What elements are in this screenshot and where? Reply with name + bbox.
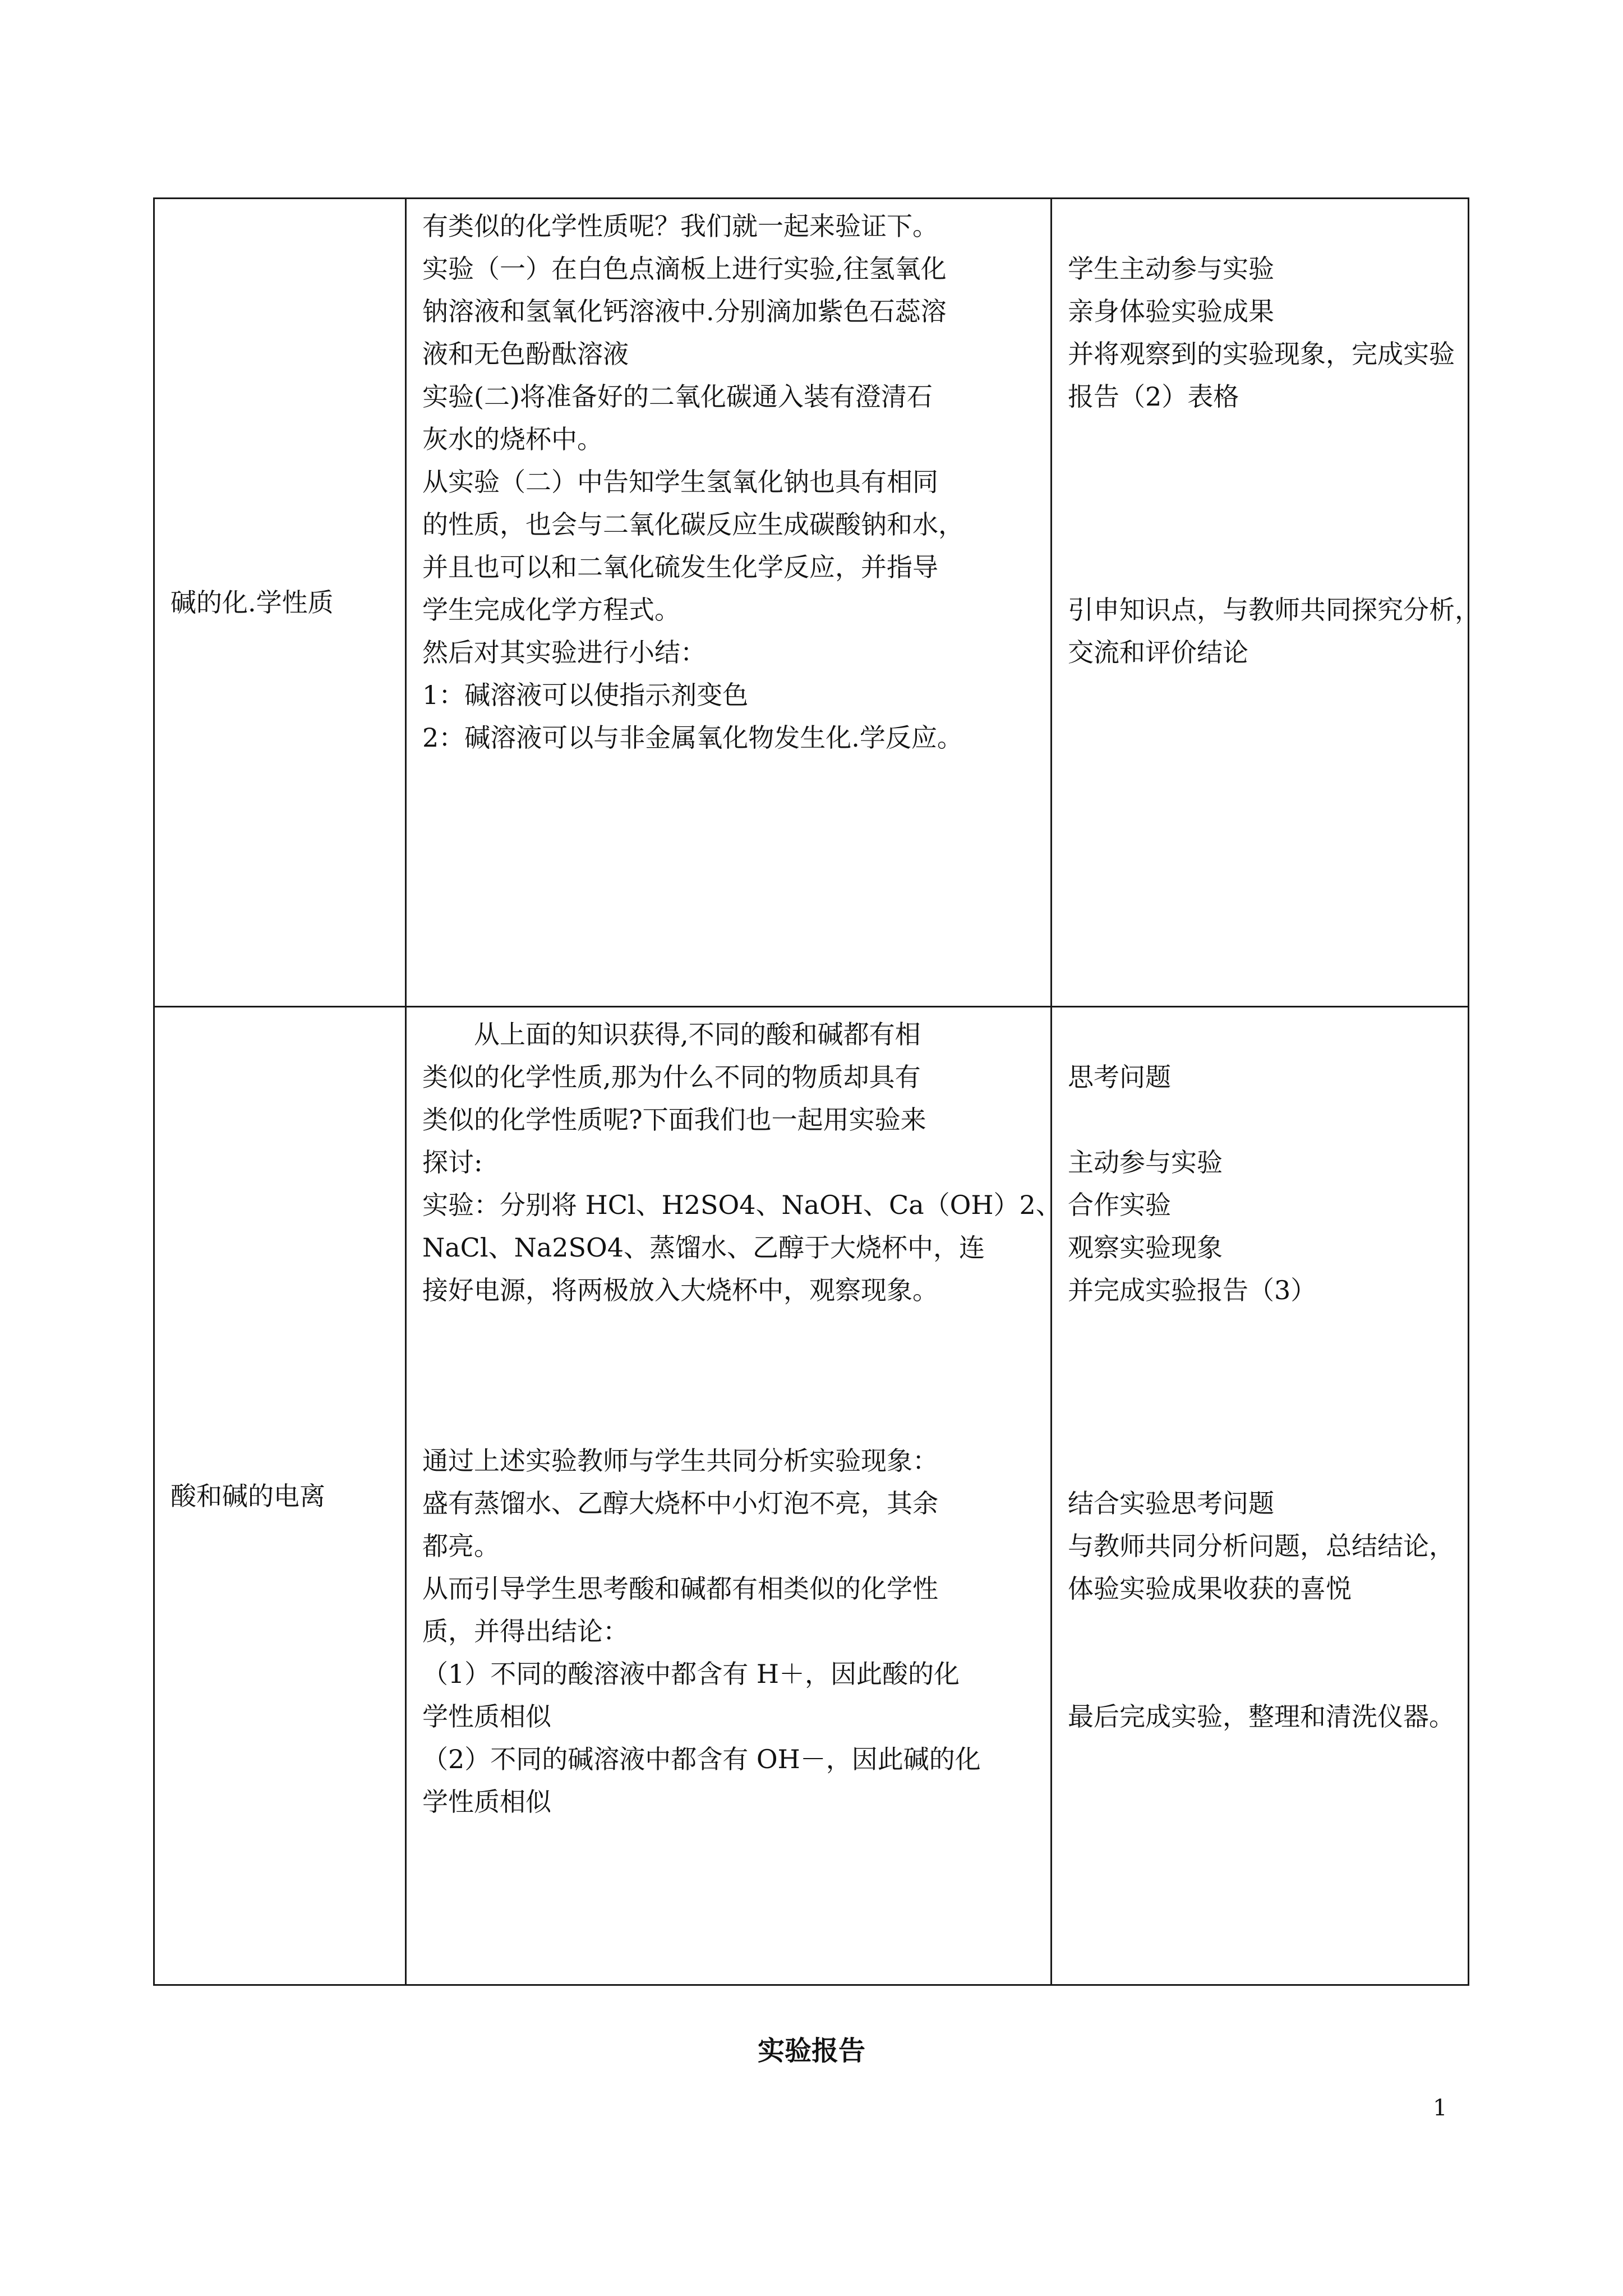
text-line: 学生完成化学方程式。 [422, 595, 680, 625]
text-line: 从实验（二）中告知学生氢氧化钠也具有相同 [422, 467, 938, 497]
student-activity-cell [1052, 199, 1481, 1007]
text-line: 实验：分别将 HCl、H2SO4、NaOH、Ca（OH）2、 [422, 1190, 1062, 1220]
text-line: 实验（一）在白色点滴板上进行实验,往氢氧化 [422, 254, 947, 284]
text-line: 接好电源，将两极放入大烧杯中，观察现象。 [422, 1275, 938, 1305]
spacer [1068, 1098, 1456, 1141]
spacer [1068, 1013, 1456, 1056]
text-line: 亲身体验实验成果 [1068, 296, 1274, 326]
text-line: 实验(二)将准备好的二氧化碳通入装有澄清石 [422, 381, 933, 412]
table-row [154, 199, 1469, 1007]
spacer [1068, 418, 1456, 588]
text-line: 合作实验 [1068, 1190, 1171, 1220]
table-row [154, 1007, 1469, 1985]
text-line: 交流和评价结论 [1068, 637, 1248, 668]
student-activity-cell [1052, 1007, 1469, 1985]
text-line: 学性质相似 [422, 1787, 551, 1817]
spacer [1068, 205, 1456, 247]
text-line: 从而引导学生思考酸和碱都有相类似的化学性 [422, 1573, 938, 1604]
text-line: 液和无色酚酞溶液 [422, 339, 629, 369]
text-line: 灰水的烧杯中。 [422, 424, 603, 454]
text-line: 并且也可以和二氧化硫发生化学反应，并指导 [422, 552, 938, 582]
text-line: 探讨: [422, 1147, 483, 1177]
teacher-activity-cell [406, 1007, 1062, 1985]
text-line: 都亮。 [422, 1531, 500, 1561]
text-line: 钠溶液和氢氧化钙溶液中.分别滴加紫色石蕊溶 [422, 296, 947, 326]
text-line: 1：碱溶液可以使指示剂变色 [422, 680, 749, 710]
text-line: 结合实验思考问题 [1068, 1488, 1274, 1519]
page-number: 1 [1433, 2095, 1447, 2121]
topic-cell [154, 1007, 406, 1985]
text-line: 最后完成实验，整理和清洗仪器。 [1068, 1701, 1455, 1732]
spacer [422, 1312, 1035, 1439]
text-line: 有类似的化学性质呢？我们就一起来验证下。 [422, 211, 938, 241]
text-line: 引申知识点，与教师共同探究分析， [1068, 595, 1481, 625]
lesson-plan-table [153, 197, 1481, 1986]
text-line: 类似的化学性质,那为什么不同的物质却具有 [422, 1062, 921, 1092]
topic-label: 酸和碱的电离 [170, 1480, 325, 1511]
text-line: 质，并得出结论： [422, 1616, 629, 1646]
text-line: （1）不同的酸溶液中都含有 H＋，因此酸的化 [422, 1659, 960, 1689]
text-line: 盛有蒸馏水、乙醇大烧杯中小灯泡不亮，其余 [422, 1488, 938, 1519]
text-line: 类似的化学性质呢?下面我们也一起用实验来 [422, 1105, 926, 1135]
text-line: 体验实验成果收获的喜悦 [1068, 1573, 1352, 1604]
text-line: 并完成实验报告（3） [1068, 1275, 1317, 1305]
text-line: 从上面的知识获得,不同的酸和碱都有相 [474, 1019, 921, 1050]
text-line: NaCl、Na2SO4、蒸馏水、乙醇于大烧杯中，连 [422, 1232, 985, 1263]
text-line: 然后对其实验进行小结： [422, 637, 706, 668]
teacher-activity-cell [406, 199, 1052, 1007]
text-line: 的性质，也会与二氧化碳反应生成碳酸钠和水， [422, 509, 964, 540]
text-line: 并将观察到的实验现象，完成实验 [1068, 339, 1455, 369]
text-line: 观察实验现象 [1068, 1232, 1223, 1263]
text-line: 通过上述实验教师与学生共同分析实验现象： [422, 1446, 938, 1476]
text-line: 主动参与实验 [1068, 1147, 1223, 1177]
text-line: 思考问题 [1068, 1062, 1171, 1092]
text-line: 2：碱溶液可以与非金属氧化物发生化.学反应。 [422, 723, 963, 753]
text-line: 学生主动参与实验 [1068, 254, 1274, 284]
text-line: 报告（2）表格 [1068, 381, 1239, 412]
report-title: 实验报告 [757, 2035, 865, 2067]
spacer [1068, 1312, 1456, 1482]
text-line: 学性质相似 [422, 1701, 551, 1732]
topic-label: 碱的化.学性质 [170, 587, 334, 618]
spacer [1068, 1610, 1456, 1695]
text-line: 与教师共同分析问题，总结结论， [1068, 1531, 1455, 1561]
text-line: （2）不同的碱溶液中都含有 OH－，因此碱的化 [422, 1744, 981, 1774]
topic-cell [154, 199, 406, 1007]
